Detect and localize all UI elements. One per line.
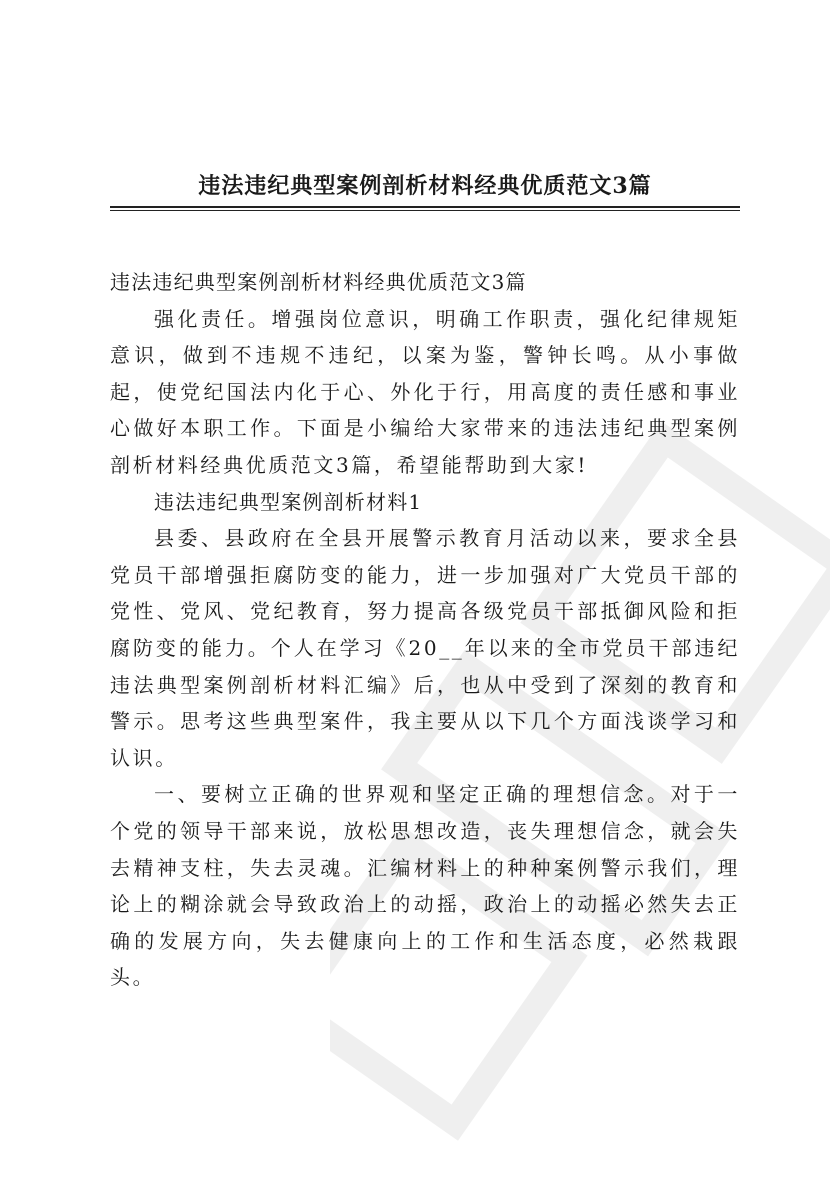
intro-paragraph: 强化责任。增强岗位意识，明确工作职责，强化纪律规矩意识，做到不违规不违纪，以案为鉴，警钟长鸣。从小事做起，使党纪国法内化于心、外化于行，用高度的责任感和事业心做好本职工作。下面是小编给大家带来的违法违纪典型案例剖析材料经典优质范文3篇，希望能帮助到大家! [110, 306, 740, 477]
body-heading: 违法违纪典型案例剖析材料经典优质范文3篇 [110, 270, 527, 294]
document-body [110, 264, 740, 996]
title-double-rule [110, 206, 740, 212]
section-heading-1: 违法违纪典型案例剖析材料1 [154, 489, 423, 514]
body-paragraph-1: 县委、县政府在全县开展警示教育月活动以来，要求全县党员干部增强拒腐防变的能力，进一步加强对广大党员干部的党性、党风、党纪教育，努力提高各级党员干部抵御风险和拒腐防变的能力。个人在学习《20__年以来的全市党员干部违纪违法典型案例剖析材料汇编》后，也从中受到了深刻的教育和警示。思考这些典型案件，我主要从以下几个方面浅谈学习和认识。 [110, 526, 740, 770]
title-rule-thin [110, 210, 740, 211]
title-rule-thick [110, 206, 740, 208]
body-paragraph-2: 一、要树立正确的世界观和坚定正确的理想信念。对于一个党的领导干部来说，放松思想改造，丧失理想信念，就会失去精神支柱，失去灵魂。汇编材料上的种种案例警示我们，理论上的糊涂就会导致政治上的动摇，政治上的动摇必然失去正确的发展方向，失去健康向上的工作和生活态度，必然栽跟头。 [110, 782, 740, 990]
page-title: 违法违纪典型案例剖析材料经典优质范文3篇 [198, 173, 652, 199]
